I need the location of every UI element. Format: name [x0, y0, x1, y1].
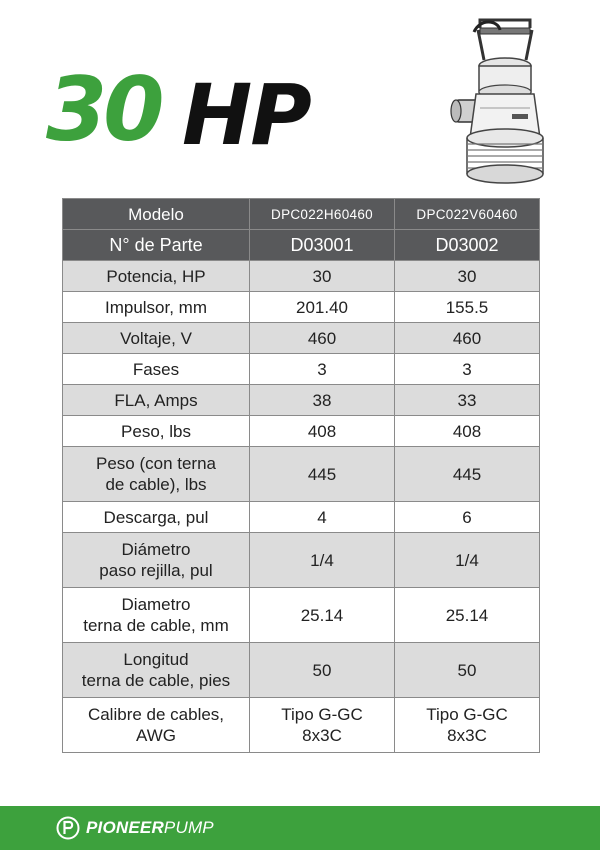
row-value-1: 25.14 [250, 588, 395, 643]
row-label: Peso, lbs [63, 416, 250, 447]
table-row [63, 588, 540, 643]
model-code-2: DPC022V60460 [395, 199, 540, 230]
table-row [63, 323, 540, 354]
row-value-2: 445 [395, 447, 540, 502]
brand-name [86, 818, 214, 838]
pump-image [440, 18, 558, 190]
table-row [63, 447, 540, 502]
table-row [63, 502, 540, 533]
table-row [63, 354, 540, 385]
part-number-1: D03001 [250, 230, 395, 261]
row-value-1: 201.40 [250, 292, 395, 323]
title-unit: HP [182, 66, 310, 164]
row-label: Calibre de cables, AWG [63, 698, 250, 753]
table-row [63, 643, 540, 698]
row-label: Potencia, HP [63, 261, 250, 292]
pump-illustration-icon [440, 18, 558, 190]
brand-light: PUMP [163, 818, 214, 837]
table-row [63, 698, 540, 753]
table-row [63, 261, 540, 292]
title-number: 30 [46, 58, 161, 161]
table-row [63, 533, 540, 588]
row-value-1: 38 [250, 385, 395, 416]
model-code-1: DPC022H60460 [250, 199, 395, 230]
row-value-2: Tipo G-GC 8x3C [395, 698, 540, 753]
row-value-1: 50 [250, 643, 395, 698]
row-label: Descarga, pul [63, 502, 250, 533]
row-value-2: 6 [395, 502, 540, 533]
row-label: Impulsor, mm [63, 292, 250, 323]
part-number-2: D03002 [395, 230, 540, 261]
row-label: Voltaje, V [63, 323, 250, 354]
row-value-1: 408 [250, 416, 395, 447]
row-value-2: 30 [395, 261, 540, 292]
row-value-1: Tipo G-GC 8x3C [250, 698, 395, 753]
spec-table [62, 198, 540, 753]
row-label: Fases [63, 354, 250, 385]
row-value-1: 1/4 [250, 533, 395, 588]
footer-bar [0, 806, 600, 850]
table-row [63, 292, 540, 323]
row-value-2: 50 [395, 643, 540, 698]
row-label: FLA, Amps [63, 385, 250, 416]
row-value-2: 155.5 [395, 292, 540, 323]
brand-bold: PIONEER [86, 818, 164, 837]
part-label: N° de Parte [63, 230, 250, 261]
brand-logo [56, 815, 214, 841]
row-value-1: 445 [250, 447, 395, 502]
row-value-1: 30 [250, 261, 395, 292]
row-value-1: 3 [250, 354, 395, 385]
row-value-2: 408 [395, 416, 540, 447]
row-value-2: 1/4 [395, 533, 540, 588]
table-row [63, 385, 540, 416]
row-value-2: 25.14 [395, 588, 540, 643]
row-value-2: 3 [395, 354, 540, 385]
row-label: Diámetro paso rejilla, pul [63, 533, 250, 588]
title-graphic [40, 40, 340, 170]
row-label: Peso (con terna de cable), lbs [63, 447, 250, 502]
model-label: Modelo [63, 199, 250, 230]
row-value-2: 33 [395, 385, 540, 416]
row-label: Diametro terna de cable, mm [63, 588, 250, 643]
model-header-row [63, 199, 540, 230]
row-label: Longitud terna de cable, pies [63, 643, 250, 698]
row-value-1: 4 [250, 502, 395, 533]
part-header-row [63, 230, 540, 261]
page-title [40, 40, 340, 170]
row-value-1: 460 [250, 323, 395, 354]
row-value-2: 460 [395, 323, 540, 354]
table-row [63, 416, 540, 447]
pioneer-logo-icon [56, 816, 80, 840]
